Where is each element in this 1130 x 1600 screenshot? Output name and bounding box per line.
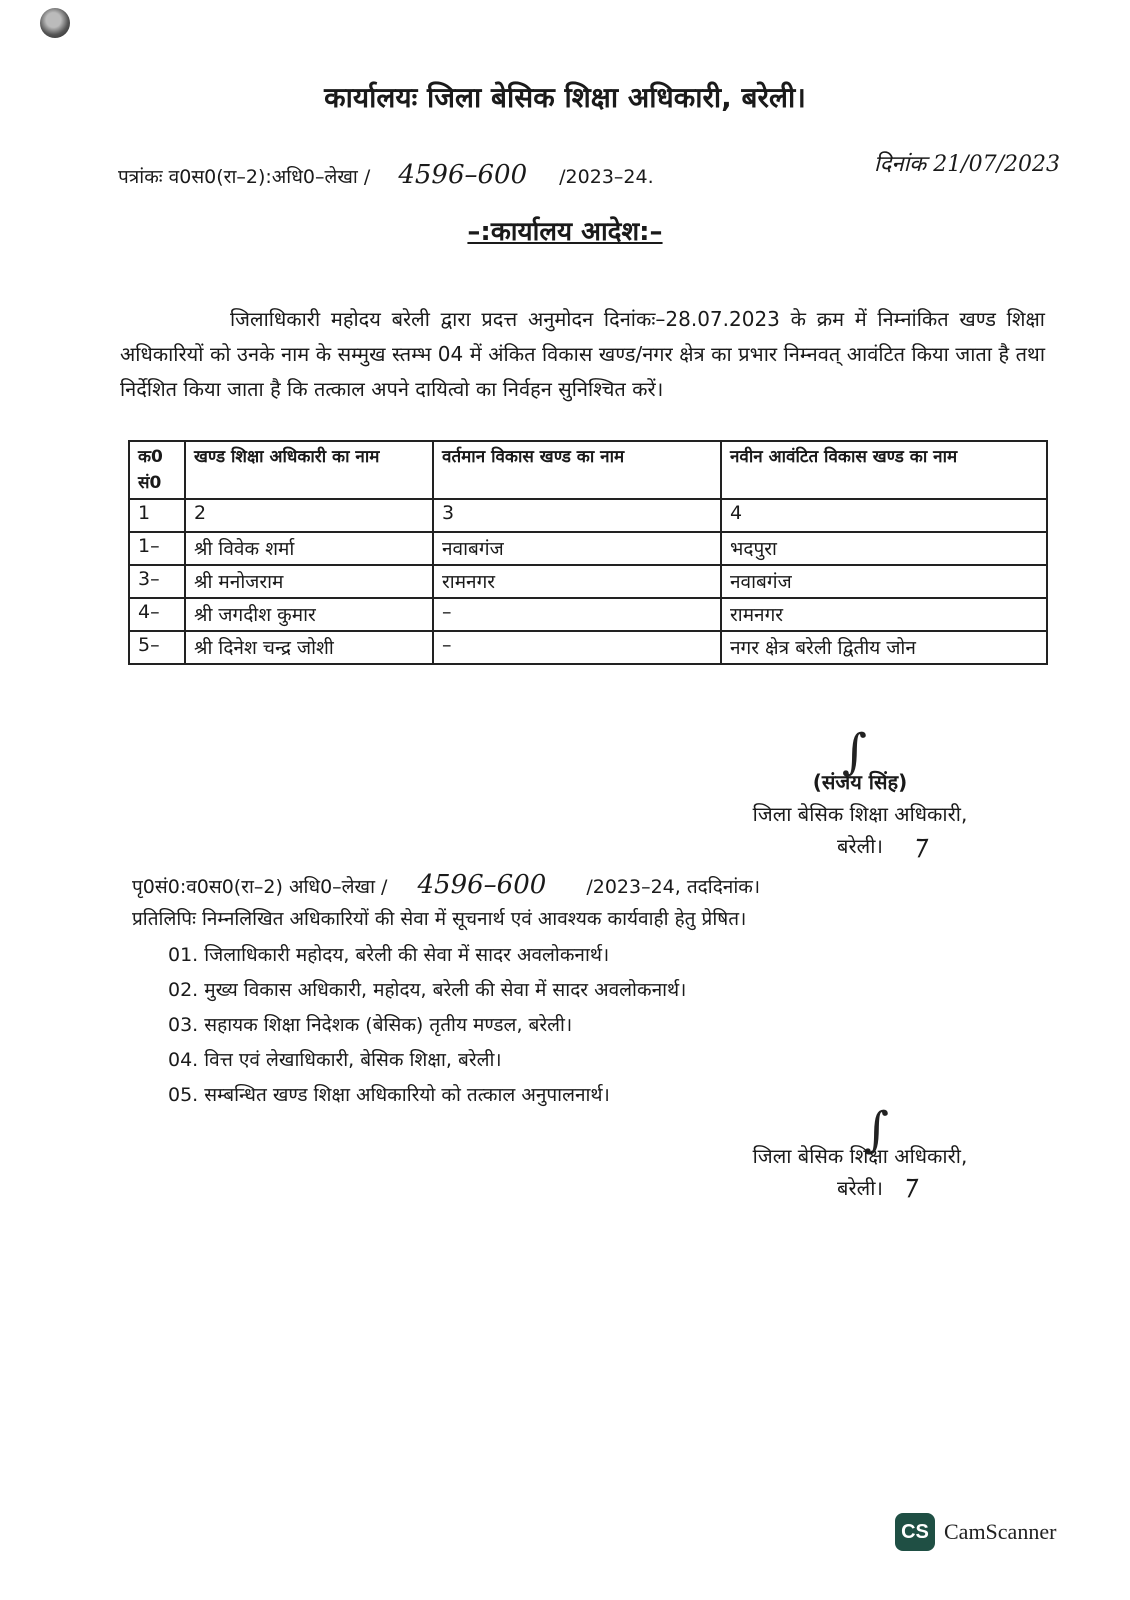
copy-reference-suffix: /2023–24, तददिनांक।	[586, 876, 761, 898]
signature-block-2	[690, 1140, 1030, 1204]
copy-intro: प्रतिलिपिः निम्नलिखित अधिकारियों की सेवा में सूचनार्थ एवं आवश्यक कार्यवाही हेतु प्रेषित।	[132, 908, 747, 930]
order-paragraph: जिलाधिकारी महोदय बरेली द्वारा प्रदत्त अनुमोदन दिनांकः–28.07.2023 के क्रम में निम्नांकित खण्ड शिक्षा अधिकारियों को उनके नाम के सम्मुख स्तम्भ 04 में अंकित विकास खण्ड/नगर क्षेत्र का प्रभार निम्नवत् आवंटित किया जाता है तथा निर्देशित किया जाता है कि तत्काल अपने दायित्वो का निर्वहन सुनिश्चित करें।	[120, 307, 1045, 401]
column-number: 3	[433, 499, 721, 532]
punch-hole	[40, 8, 70, 38]
camscanner-logo: CS	[895, 1513, 935, 1551]
row-current-block: नवाबगंज	[433, 532, 721, 565]
column-number: 1	[129, 499, 185, 532]
signatory-place: बरेली।	[837, 1176, 883, 1200]
signature-mark: ∫	[864, 1102, 890, 1158]
row-new-block: नगर क्षेत्र बरेली द्वितीय जोन	[721, 631, 1047, 664]
signatory-designation: जिला बेसिक शिक्षा अधिकारी,	[752, 802, 968, 826]
reference-prefix: पत्रांकः व0स0(रा–2):अधि0–लेखा /	[118, 166, 371, 188]
initial-mark: ⁊	[912, 828, 926, 861]
row-officer-name: श्री जगदीश कुमार	[185, 598, 433, 631]
header-serial: क0 सं0	[129, 441, 185, 499]
row-current-block: –	[433, 631, 721, 664]
list-item: 04. वित्त एवं लेखाधिकारी, बेसिक शिक्षा, बरेली।	[168, 1049, 502, 1071]
row-new-block: नवाबगंज	[721, 565, 1047, 598]
copy-reference-line	[132, 870, 1072, 900]
allocation-table	[128, 440, 1048, 665]
list-item: 01. जिलाधिकारी महोदय, बरेली की सेवा में सादर अवलोकनार्थ।	[168, 944, 610, 966]
reference-number: 4596–600	[398, 160, 528, 190]
order-heading: –:कार्यालय आदेश:–	[467, 217, 663, 247]
table-row	[129, 631, 1047, 664]
office-title: कार्यालयः जिला बेसिक शिक्षा अधिकारी, बरेली।	[324, 81, 806, 114]
signatory-place: बरेली।	[837, 834, 883, 858]
row-serial: 5–	[129, 631, 185, 664]
row-new-block: रामनगर	[721, 598, 1047, 631]
header-officer-name: खण्ड शिक्षा अधिकारी का नाम	[185, 441, 433, 499]
list-item: 05. सम्बन्धित खण्ड शिक्षा अधिकारियो को तत्काल अनुपालनार्थ।	[168, 1084, 610, 1106]
row-new-block: भदपुरा	[721, 532, 1047, 565]
table-column-number-row	[129, 499, 1047, 532]
signature-block-1	[690, 766, 1030, 862]
row-current-block: –	[433, 598, 721, 631]
row-officer-name: श्री मनोजराम	[185, 565, 433, 598]
column-number: 2	[185, 499, 433, 532]
header-current-block: वर्तमान विकास खण्ड का नाम	[433, 441, 721, 499]
table-header-row	[129, 441, 1047, 499]
camscanner-watermark: CamScanner	[944, 1519, 1057, 1544]
reference-year: /2023–24.	[559, 166, 654, 188]
copy-reference-number: 4596–600	[417, 870, 547, 900]
row-serial: 1–	[129, 532, 185, 565]
table-row	[129, 532, 1047, 565]
row-current-block: रामनगर	[433, 565, 721, 598]
reference-date: दिनांक 21/07/2023	[874, 152, 1060, 177]
list-item: 02. मुख्य विकास अधिकारी, महोदय, बरेली की सेवा में सादर अवलोकनार्थ।	[168, 979, 687, 1001]
row-serial: 4–	[129, 598, 185, 631]
row-serial: 3–	[129, 565, 185, 598]
table-row	[129, 598, 1047, 631]
signatory-name: (संजय सिंह)	[812, 770, 908, 794]
copy-reference-prefix: पृ0सं0:व0स0(रा–2) अधि0–लेखा /	[132, 876, 388, 898]
row-officer-name: श्री विवेक शर्मा	[185, 532, 433, 565]
column-number: 4	[721, 499, 1047, 532]
initial-mark: ⁊	[902, 1168, 916, 1201]
list-item: 03. सहायक शिक्षा निदेशक (बेसिक) तृतीय मण्डल, बरेली।	[168, 1014, 573, 1036]
table-row	[129, 565, 1047, 598]
signature-mark: ∫	[842, 724, 868, 780]
header-new-block: नवीन आवंटित विकास खण्ड का नाम	[721, 441, 1047, 499]
row-officer-name: श्री दिनेश चन्द्र जोशी	[185, 631, 433, 664]
copy-list	[168, 938, 686, 1113]
signatory-designation: जिला बेसिक शिक्षा अधिकारी,	[752, 1144, 968, 1168]
